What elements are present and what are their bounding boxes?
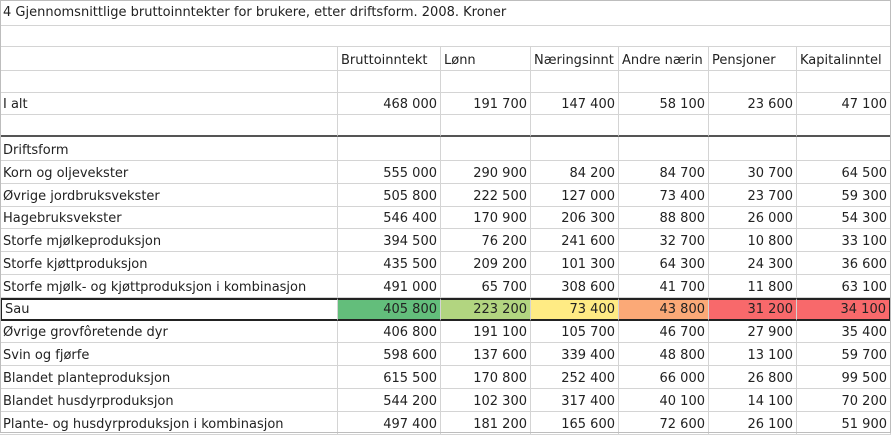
- value-andre[interactable]: 40 100: [619, 389, 709, 412]
- value-lonn[interactable]: 223 200: [441, 298, 531, 321]
- row-label[interactable]: Hagebruksvekster: [0, 207, 338, 230]
- blank-cell[interactable]: [709, 115, 797, 137]
- value-kapital[interactable]: 33 100: [797, 229, 891, 252]
- value-pensjoner[interactable]: 27 900: [709, 321, 797, 344]
- value-lonn[interactable]: 137 600: [441, 343, 531, 366]
- value-naeringsinntekt[interactable]: 127 000: [531, 184, 619, 207]
- row-label[interactable]: Storfe mjølk- og kjøttproduksjon i kombinasjon: [0, 275, 338, 298]
- row-label[interactable]: Korn og oljevekster: [0, 161, 338, 184]
- blank-cell[interactable]: [338, 71, 441, 93]
- header-pensjoner[interactable]: Pensjoner: [709, 47, 797, 71]
- total-value-lonn[interactable]: 191 700: [441, 93, 531, 115]
- blank-row: [0, 26, 891, 47]
- blank-cell[interactable]: [338, 115, 441, 137]
- row-label[interactable]: Blandet planteproduksjon: [0, 366, 338, 389]
- blank-cell[interactable]: [797, 115, 891, 137]
- value-kapital[interactable]: 59 300: [797, 184, 891, 207]
- value-andre[interactable]: 64 300: [619, 252, 709, 275]
- row-label[interactable]: Plante- og husdyrproduksjon i kombinasjon: [0, 412, 338, 435]
- value-andre[interactable]: 73 400: [619, 184, 709, 207]
- value-kapital[interactable]: 63 100: [797, 275, 891, 298]
- value-bruttoinntekt[interactable]: 394 500: [338, 229, 441, 252]
- blank-cell[interactable]: [531, 137, 619, 161]
- table-row: [0, 343, 891, 366]
- value-bruttoinntekt[interactable]: 491 000: [338, 275, 441, 298]
- value-kapital[interactable]: 34 100: [797, 298, 891, 321]
- table-row: [0, 366, 891, 389]
- value-lonn[interactable]: 170 800: [441, 366, 531, 389]
- value-naeringsinntekt[interactable]: 206 300: [531, 207, 619, 230]
- value-lonn[interactable]: 191 100: [441, 321, 531, 344]
- value-kapital[interactable]: 99 500: [797, 366, 891, 389]
- row-label[interactable]: Storfe kjøttproduksjon: [0, 252, 338, 275]
- table-row: [0, 298, 891, 321]
- value-kapital[interactable]: 51 900: [797, 412, 891, 435]
- value-bruttoinntekt[interactable]: 598 600: [338, 343, 441, 366]
- blank-cell[interactable]: [709, 137, 797, 161]
- value-andre[interactable]: 88 800: [619, 207, 709, 230]
- value-bruttoinntekt[interactable]: 615 500: [338, 366, 441, 389]
- blank-cell[interactable]: [441, 71, 531, 93]
- value-kapital[interactable]: 64 500: [797, 161, 891, 184]
- blank-cell[interactable]: [0, 26, 891, 47]
- value-pensjoner[interactable]: 26 000: [709, 207, 797, 230]
- value-pensjoner[interactable]: 10 800: [709, 229, 797, 252]
- row-label[interactable]: Øvrige grovfôretende dyr: [0, 321, 338, 344]
- row-label[interactable]: Øvrige jordbruksvekster: [0, 184, 338, 207]
- total-row: [0, 93, 891, 115]
- blank-cell[interactable]: [709, 71, 797, 93]
- blank-cell[interactable]: [0, 115, 338, 137]
- section-label[interactable]: Driftsform: [0, 137, 338, 161]
- header-andre-naeringsinntekter[interactable]: Andre nærin: [619, 47, 709, 71]
- value-andre[interactable]: 84 700: [619, 161, 709, 184]
- row-label[interactable]: Sau: [0, 298, 338, 321]
- table-title[interactable]: 4 Gjennomsnittlige bruttoinntekter for brukere, etter driftsform. 2008. Kroner: [0, 0, 891, 26]
- value-bruttoinntekt[interactable]: 544 200: [338, 389, 441, 412]
- blank-row: [0, 115, 891, 137]
- value-pensjoner[interactable]: 13 100: [709, 343, 797, 366]
- value-naeringsinntekt[interactable]: 101 300: [531, 252, 619, 275]
- blank-cell[interactable]: [531, 71, 619, 93]
- total-value-andre[interactable]: 58 100: [619, 93, 709, 115]
- blank-cell[interactable]: [441, 137, 531, 161]
- value-kapital[interactable]: 35 400: [797, 321, 891, 344]
- value-lonn[interactable]: 209 200: [441, 252, 531, 275]
- value-pensjoner[interactable]: 26 100: [709, 412, 797, 435]
- value-bruttoinntekt[interactable]: 497 400: [338, 412, 441, 435]
- table-row: [0, 275, 891, 298]
- table-row: [0, 161, 891, 184]
- header-row: [0, 47, 891, 71]
- table-row: [0, 184, 891, 207]
- value-naeringsinntekt[interactable]: 241 600: [531, 229, 619, 252]
- value-lonn[interactable]: 65 700: [441, 275, 531, 298]
- total-value-kapital[interactable]: 47 100: [797, 93, 891, 115]
- value-kapital[interactable]: 36 600: [797, 252, 891, 275]
- table-row: [0, 389, 891, 412]
- table-row: [0, 412, 891, 435]
- table-row: [0, 321, 891, 344]
- value-kapital[interactable]: 70 200: [797, 389, 891, 412]
- value-pensjoner[interactable]: 23 700: [709, 184, 797, 207]
- header-bruttoinntekt[interactable]: Bruttoinntekt: [338, 47, 441, 71]
- value-lonn[interactable]: 170 900: [441, 207, 531, 230]
- value-bruttoinntekt[interactable]: 546 400: [338, 207, 441, 230]
- total-value-pensjoner[interactable]: 23 600: [709, 93, 797, 115]
- blank-cell[interactable]: [797, 71, 891, 93]
- value-naeringsinntekt[interactable]: 317 400: [531, 389, 619, 412]
- row-label[interactable]: Svin og fjørfe: [0, 343, 338, 366]
- title-row: [0, 0, 891, 26]
- value-naeringsinntekt[interactable]: 252 400: [531, 366, 619, 389]
- value-lonn[interactable]: 290 900: [441, 161, 531, 184]
- value-naeringsinntekt[interactable]: 73 400: [531, 298, 619, 321]
- value-pensjoner[interactable]: 26 800: [709, 366, 797, 389]
- value-kapital[interactable]: 59 700: [797, 343, 891, 366]
- section-row: [0, 137, 891, 161]
- value-lonn[interactable]: 76 200: [441, 229, 531, 252]
- blank-row: [0, 71, 891, 93]
- value-andre[interactable]: 72 600: [619, 412, 709, 435]
- value-andre[interactable]: 66 000: [619, 366, 709, 389]
- value-andre[interactable]: 32 700: [619, 229, 709, 252]
- value-bruttoinntekt[interactable]: 555 000: [338, 161, 441, 184]
- value-naeringsinntekt[interactable]: 339 400: [531, 343, 619, 366]
- value-lonn[interactable]: 222 500: [441, 184, 531, 207]
- value-pensjoner[interactable]: 31 200: [709, 298, 797, 321]
- value-andre[interactable]: 43 800: [619, 298, 709, 321]
- table-row: [0, 252, 891, 275]
- row-label[interactable]: Storfe mjølkeproduksjon: [0, 229, 338, 252]
- value-naeringsinntekt[interactable]: 308 600: [531, 275, 619, 298]
- blank-cell[interactable]: [619, 115, 709, 137]
- value-bruttoinntekt[interactable]: 435 500: [338, 252, 441, 275]
- header-kapitalinntekter[interactable]: Kapitalinntel: [797, 47, 891, 71]
- value-naeringsinntekt[interactable]: 165 600: [531, 412, 619, 435]
- blank-cell[interactable]: [619, 137, 709, 161]
- total-value-bruttoinntekt[interactable]: 468 000: [338, 93, 441, 115]
- value-naeringsinntekt[interactable]: 105 700: [531, 321, 619, 344]
- header-empty-cell[interactable]: [0, 47, 338, 71]
- value-pensjoner[interactable]: 11 800: [709, 275, 797, 298]
- value-pensjoner[interactable]: 24 300: [709, 252, 797, 275]
- value-bruttoinntekt[interactable]: 406 800: [338, 321, 441, 344]
- blank-cell[interactable]: [619, 71, 709, 93]
- value-lonn[interactable]: 102 300: [441, 389, 531, 412]
- blank-cell[interactable]: [0, 71, 338, 93]
- blank-cell[interactable]: [531, 115, 619, 137]
- header-lonn[interactable]: Lønn: [441, 47, 531, 71]
- header-naeringsinntekt[interactable]: Næringsinnt: [531, 47, 619, 71]
- value-bruttoinntekt[interactable]: 405 800: [338, 298, 441, 321]
- value-andre[interactable]: 41 700: [619, 275, 709, 298]
- value-naeringsinntekt[interactable]: 84 200: [531, 161, 619, 184]
- total-label[interactable]: I alt: [0, 93, 338, 115]
- table-row: [0, 229, 891, 252]
- blank-cell[interactable]: [797, 137, 891, 161]
- value-pensjoner[interactable]: 30 700: [709, 161, 797, 184]
- value-pensjoner[interactable]: 14 100: [709, 389, 797, 412]
- total-value-naeringsinntekt[interactable]: 147 400: [531, 93, 619, 115]
- blank-cell[interactable]: [338, 137, 441, 161]
- row-label[interactable]: Blandet husdyrproduksjon: [0, 389, 338, 412]
- value-andre[interactable]: 46 700: [619, 321, 709, 344]
- value-lonn[interactable]: 181 200: [441, 412, 531, 435]
- value-andre[interactable]: 48 800: [619, 343, 709, 366]
- table-row: [0, 207, 891, 230]
- value-kapital[interactable]: 54 300: [797, 207, 891, 230]
- blank-cell[interactable]: [441, 115, 531, 137]
- value-bruttoinntekt[interactable]: 505 800: [338, 184, 441, 207]
